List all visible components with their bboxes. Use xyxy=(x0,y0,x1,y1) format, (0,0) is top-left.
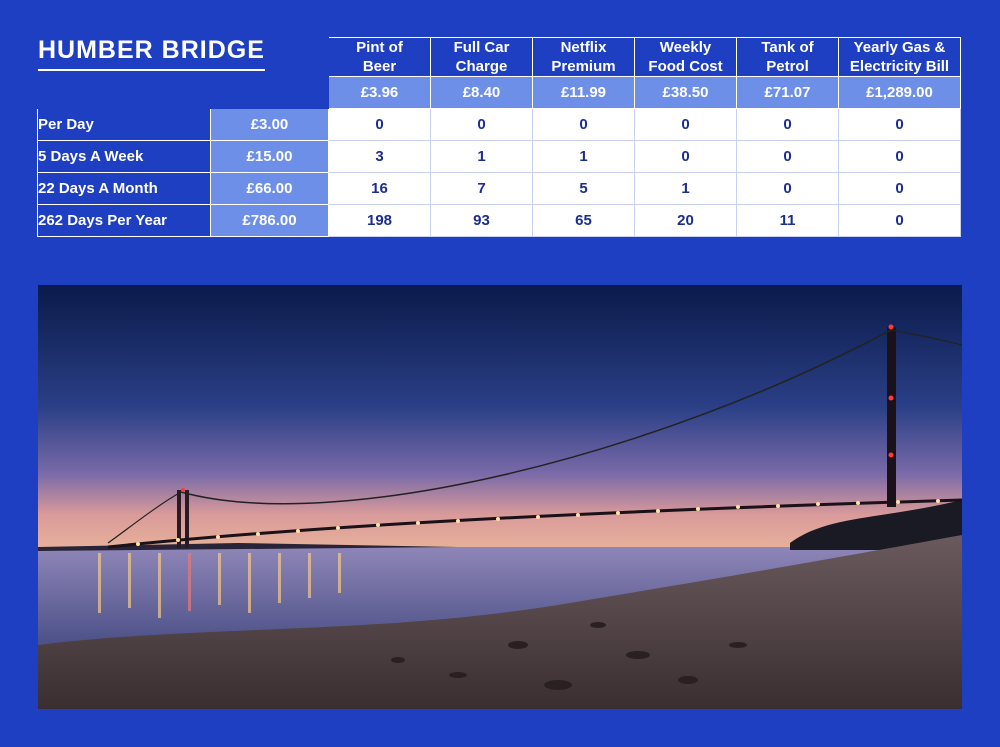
price-row xyxy=(38,77,961,109)
item-price: £1,289.00 xyxy=(839,77,961,109)
row-rate: £3.00 xyxy=(211,109,329,141)
table-cell: 0 xyxy=(737,141,839,173)
table-cell: 16 xyxy=(329,173,431,205)
column-header: Weekly Food Cost xyxy=(635,38,737,77)
table-cell: 0 xyxy=(839,205,961,237)
table-cell: 0 xyxy=(533,109,635,141)
table-row xyxy=(38,109,961,141)
table-cell: 0 xyxy=(431,109,533,141)
table-cell: 65 xyxy=(533,205,635,237)
table-cell: 93 xyxy=(431,205,533,237)
item-price: £71.07 xyxy=(737,77,839,109)
item-price: £11.99 xyxy=(533,77,635,109)
column-header: Yearly Gas & Electricity Bill xyxy=(839,38,961,77)
sky xyxy=(38,285,962,555)
table-cell: 0 xyxy=(737,173,839,205)
table-cell: 0 xyxy=(329,109,431,141)
row-label: 22 Days A Month xyxy=(38,173,211,205)
column-header: Tank of Petrol xyxy=(737,38,839,77)
table-row xyxy=(38,173,961,205)
table-cell: 0 xyxy=(839,173,961,205)
page-title: HUMBER BRIDGE xyxy=(38,36,265,71)
table-cell: 1 xyxy=(635,173,737,205)
table-cell: 0 xyxy=(635,141,737,173)
table-row xyxy=(38,141,961,173)
table-cell: 5 xyxy=(533,173,635,205)
row-rate: £66.00 xyxy=(211,173,329,205)
table-cell: 3 xyxy=(329,141,431,173)
table-cell: 0 xyxy=(737,109,839,141)
row-rate: £15.00 xyxy=(211,141,329,173)
table-cell: 11 xyxy=(737,205,839,237)
empty-cell xyxy=(211,77,329,109)
cost-comparison-table xyxy=(37,37,961,237)
table-cell: 1 xyxy=(431,141,533,173)
bridge-photo xyxy=(38,285,962,709)
header-row xyxy=(38,38,961,77)
empty-cell xyxy=(211,38,329,77)
item-price: £38.50 xyxy=(635,77,737,109)
table-cell: 1 xyxy=(533,141,635,173)
item-price: £3.96 xyxy=(329,77,431,109)
table-cell: 198 xyxy=(329,205,431,237)
row-label: 262 Days Per Year xyxy=(38,205,211,237)
column-header: Full Car Charge xyxy=(431,38,533,77)
bridge-illustration xyxy=(38,285,962,709)
table-cell: 7 xyxy=(431,173,533,205)
empty-cell xyxy=(38,38,211,77)
row-label: 5 Days A Week xyxy=(38,141,211,173)
row-label: Per Day xyxy=(38,109,211,141)
table-cell: 0 xyxy=(635,109,737,141)
right-tower xyxy=(887,327,896,507)
table-cell: 20 xyxy=(635,205,737,237)
table-row xyxy=(38,205,961,237)
item-price: £8.40 xyxy=(431,77,533,109)
table-cell: 0 xyxy=(839,141,961,173)
table-cell: 0 xyxy=(839,109,961,141)
row-rate: £786.00 xyxy=(211,205,329,237)
empty-cell xyxy=(38,77,211,109)
column-header: Netflix Premium xyxy=(533,38,635,77)
column-header: Pint of Beer xyxy=(329,38,431,77)
